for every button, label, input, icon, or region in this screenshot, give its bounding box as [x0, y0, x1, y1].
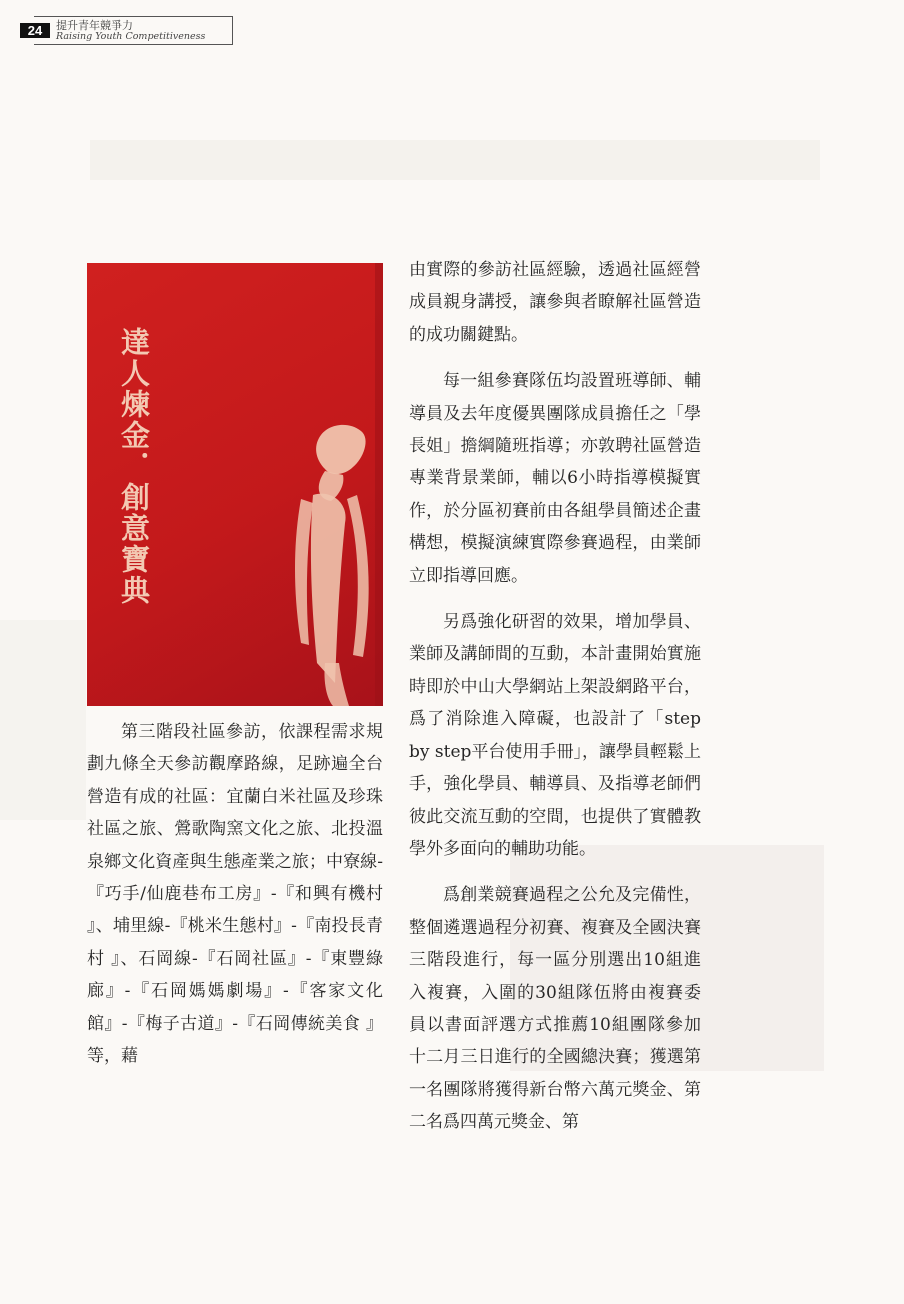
poster-edge-shadow: [375, 263, 383, 706]
poster-figure-illustration: [87, 263, 383, 706]
figure-arm-left: [295, 499, 313, 645]
figure-body: [311, 494, 346, 683]
bleed-through-band: [90, 140, 820, 180]
right-paragraph-3: 另爲強化研習的效果，增加學員、業師及講師間的互動，本計畫開始實施時即於中山大學網站上架設網路平台，爲了消除進入障礙，也設計了「step by step平台使用手冊」，讓學員輕鬆上手，強化學員、輔導員、及指導老師們彼此交流互動的空間，也提供了實體教學外多面向的輔助功能。: [409, 612, 701, 859]
running-header: [20, 16, 232, 44]
right-paragraph-1: 由實際的參訪社區經驗，透過社區經營成員親身講授，讓參與者瞭解社區營造的成功關鍵點。: [409, 260, 701, 345]
figure-arm-right: [347, 495, 369, 657]
right-paragraph-2: 每一組參賽隊伍均設置班導師、輔導員及去年度優異團隊成員擔任之「學長姐」擔綱隨班指導；亦敦聘社區營造專業背景業師，輔以6小時指導模擬實作，於分區初賽前由各組學員簡述企畫構想，模擬演練實際參賽過程，由業師立即指導回應。: [409, 371, 701, 586]
header-title-zh: 提升青年競爭力: [56, 19, 133, 32]
figure-head: [316, 425, 365, 474]
left-paragraph: 第三階段社區參訪，依課程需求規劃九條全天參訪觀摩路線，足跡遍全台營造有成的社區：宜蘭白米社區及珍珠社區之旅、鶯歌陶窯文化之旅、北投溫泉鄉文化資產與生態產業之旅；中寮線-『巧手/仙鹿巷布工房』-『和興有機村 』、埔里線-『桃米生態村』-『南投長青村 』、石岡線-『石岡社區』-『東豐綠廊』-『石岡媽媽劇場』-『客家文化館』-『梅子古道』-『石岡傳統美食 』等，藉: [87, 722, 383, 1067]
right-paragraph-4: 爲創業競賽過程之公允及完備性，整個遴選過程分初賽、複賽及全國決賽三階段進行，每一區分別選出10組進入複賽，入圍的30組隊伍將由複賽委員以書面評選方式推薦10組團隊參加十二月三日進行的全國總決賽；獲選第一名團隊將獲得新台幣六萬元獎金、第二名爲四萬元獎金、第: [409, 885, 701, 1133]
bleed-through-block: [0, 620, 86, 820]
header-title-en: Raising Youth Competitiveness: [56, 31, 206, 42]
left-text-column: [87, 716, 383, 1072]
page-number: 24: [20, 23, 50, 38]
poster-photo: [87, 263, 383, 706]
right-text-column: [409, 254, 701, 1139]
figure-leg: [324, 663, 349, 706]
poster-title: 達人煉金．創意寶典: [117, 327, 151, 606]
